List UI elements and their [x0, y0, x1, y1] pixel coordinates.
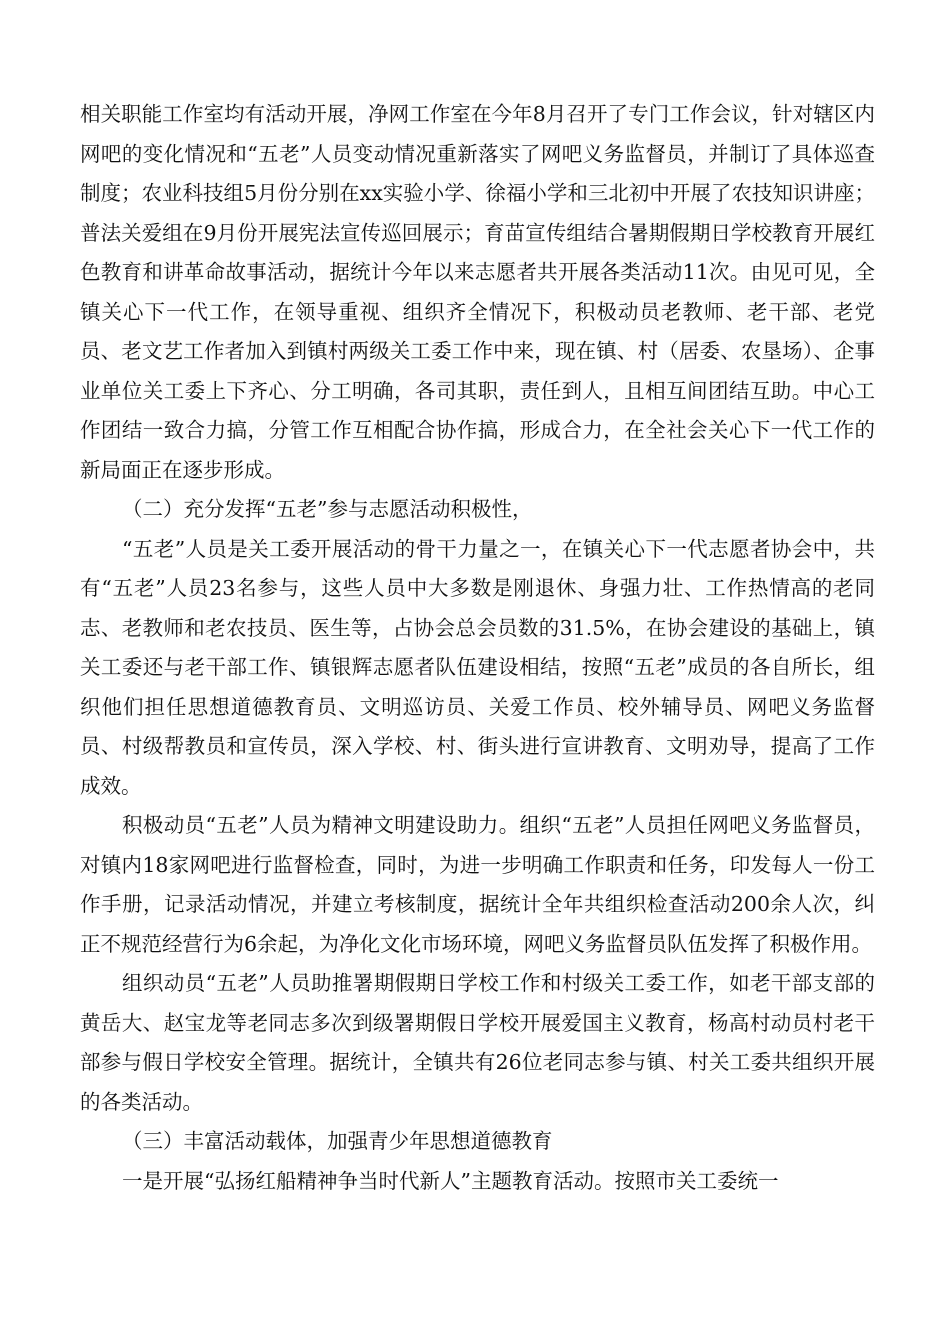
- section-heading-2: （二）充分发挥“五老”参与志愿活动积极性，: [122, 497, 533, 521]
- section-heading-3: （三）丰富活动载体，加强青少年思想道德教育: [122, 1129, 553, 1153]
- paragraph-network-work: 相关职能工作室均有活动开展，净网工作室在今年8月召开了专门工作会议，针对辖区内网吧的变化情况和“五老”人员变动情况重新落实了网吧义务监督员，并制订了具体巡查制度；农业科技组5月份分别在xx实验小学、徐福小学和三北初中开展了农技知识讲座；普法关爱组在9月份开展宪法宣传巡回展示；育苗宣传组结合暑期假期日学校教育开展红色教育和讲革命故事活动，据统计今年以来志愿者共开展各类活动11次。由见可见，全镇关心下一代工作，在领导重视、组织齐全情况下，积极动员老教师、老干部、老党员、老文艺工作者加入到镇村两级关工委工作中来，现在镇、村（居委、农垦场）、企事业单位关工委上下齐心、分工明确，各司其职，责任到人，且相互间团结互助。中心工作团结一致合力搞，分管工作互相配合协作搞，形成合力，在全社会关心下一代工作的新局面正在逐步形成。: [80, 102, 875, 482]
- paragraph-civilization: 积极动员“五老”人员为精神文明建设助力。组织“五老”人员担任网吧义务监督员，对镇内18家网吧进行监督检查，同时，为进一步明确工作职责和任务，印发每人一份工作手册，记录活动情况，并建立考核制度，据统计全年共组织检查活动200余人次，纠正不规范经营行为6余起，为净化文化市场环境，网吧义务监督员队伍发挥了积极作用。: [80, 813, 875, 956]
- paragraph-holiday-school: 组织动员“五老”人员助推署期假期日学校工作和村级关工委工作，如老干部支部的黄岳大、赵宝龙等老同志多次到级署期假日学校开展爱国主义教育，杨高村动员村老干部参与假日学校安全管理。据统计，全镇共有26位老同志参与镇、村关工委共组织开展的各类活动。: [80, 971, 875, 1114]
- paragraph-red-boat: 一是开展“弘扬红船精神争当时代新人”主题教育活动。按照市关工委统一: [122, 1168, 779, 1193]
- document-body: [80, 95, 875, 1201]
- paragraph-wulao-role: “五老”人员是关工委开展活动的骨干力量之一，在镇关心下一代志愿者协会中，共有“五老”人员23名参与，这些人员中大多数是刚退休、身强力壮、工作热情高的老同志、老教师和老农技员、医生等，占协会总会员数的31.5%，在协会建设的基础上，镇关工委还与老干部工作、镇银辉志愿者队伍建设相结，按照“五老”成员的各自所长，组织他们担任思想道德教育员、文明巡访员、关爱工作员、校外辅导员、网吧义务监督员、村级帮教员和宣传员，深入学校、村、街头进行宣讲教育、文明劝导，提高了工作成效。: [80, 536, 875, 798]
